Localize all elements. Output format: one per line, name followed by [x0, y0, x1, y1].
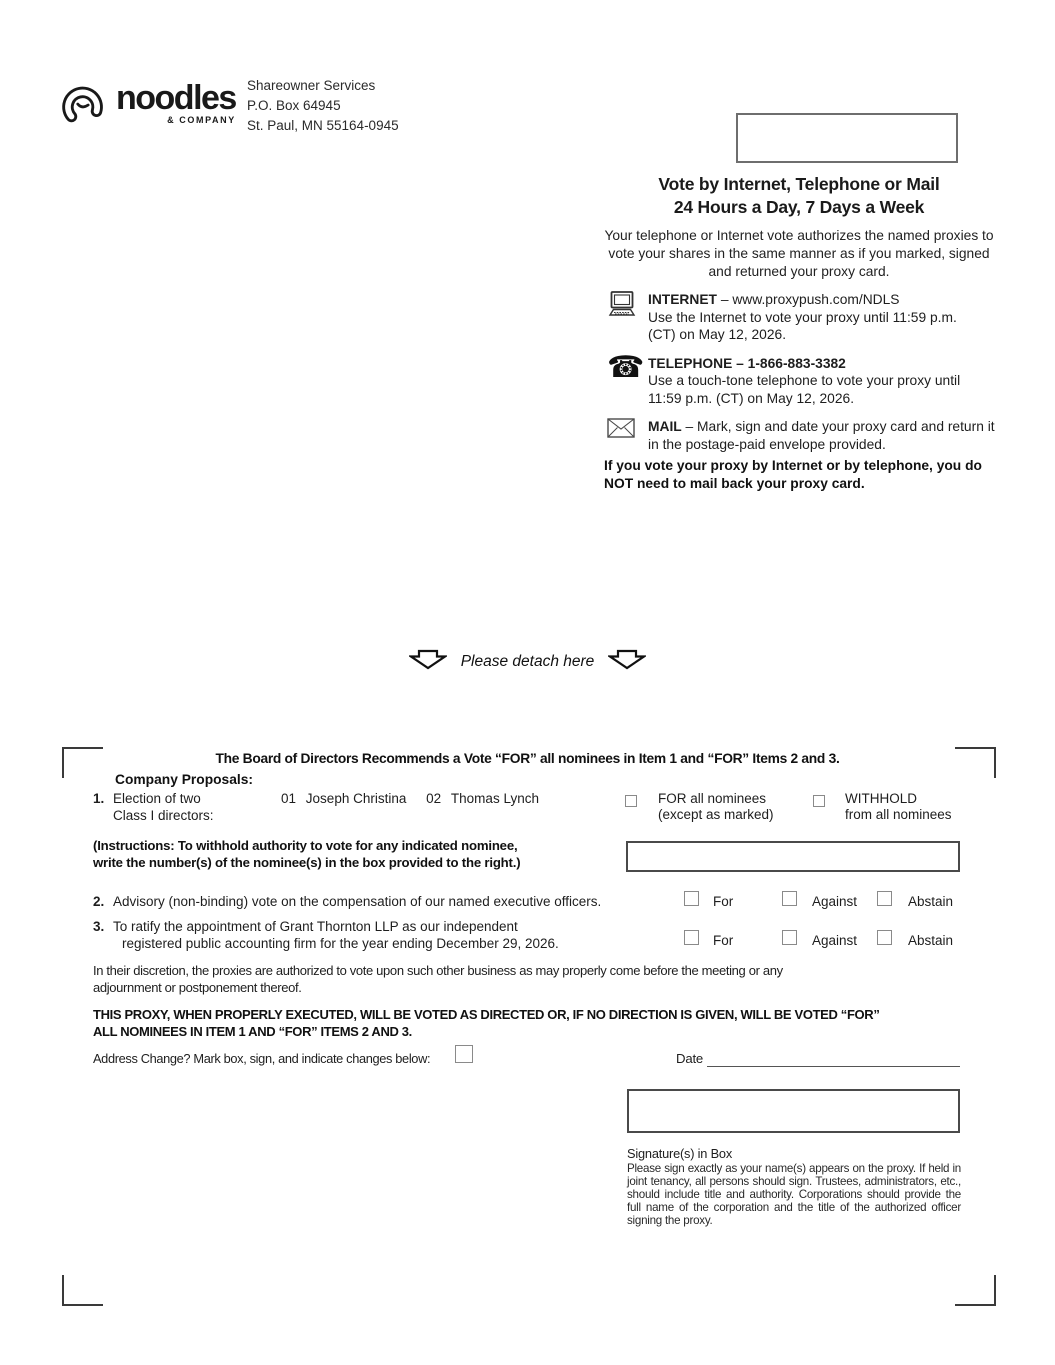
item1-nominees — [281, 791, 539, 808]
item2-abstain-label: Abstain — [908, 894, 954, 909]
vote-intro-text: Your telephone or Internet vote authorizes the named proxies to vote your shares in the same manner as if you marked, signed and returned your proxy card. — [604, 228, 994, 279]
noodle-icon — [60, 82, 108, 131]
discretion-paragraph: In their discretion, the proxies are authorized to vote upon such other business as may properly come before the meeting or any adjournment or postponement thereof. — [93, 963, 783, 995]
withhold-instructions: (Instructions: To withhold authority to vote for any indicated nominee, write the number(s) of the nominee(s) in the box provided to the right.) — [93, 838, 521, 870]
return-address-line1: Shareowner Services — [247, 78, 376, 93]
company-logo — [60, 79, 236, 131]
item3-abstain-label: Abstain — [908, 933, 954, 948]
item2-against-label: Against — [812, 894, 858, 909]
envelope-icon — [604, 418, 648, 438]
nominee-write-in-box[interactable] — [626, 841, 960, 872]
item3-against-checkbox[interactable] — [782, 930, 797, 945]
vote-methods — [604, 291, 1002, 464]
item3-text: To ratify the appointment of Grant Thornton LLP as our independent registered public accounting firm for the year ending December 29, 2026. — [113, 919, 559, 951]
telephone-label: TELEPHONE – 1-866-883-3382 — [648, 355, 846, 371]
item2-number: 2. — [93, 894, 105, 909]
nominee2-name: Thomas Lynch — [450, 791, 539, 806]
item3-for-checkbox[interactable] — [684, 930, 699, 945]
item3-for-label: For — [713, 933, 734, 948]
detach-row — [0, 648, 1055, 676]
board-recommendation: The Board of Directors Recommends a Vote “FOR” all nominees in Item 1 and “FOR” Items 2 and 3. — [215, 751, 840, 766]
item3-abstain-checkbox[interactable] — [877, 930, 892, 945]
method-telephone — [604, 349, 1002, 408]
item2-for-label: For — [713, 894, 734, 909]
mail-label: MAIL — [648, 419, 682, 434]
address-window-box — [736, 113, 958, 163]
nominee2-number: 02 — [426, 791, 442, 806]
return-address — [247, 76, 399, 136]
method-internet — [604, 291, 1002, 344]
return-address-line3: St. Paul, MN 55164-0945 — [247, 118, 399, 133]
item3-against-label: Against — [812, 933, 858, 948]
method-mail — [604, 418, 1002, 453]
mail-desc: – Mark, sign and date your proxy card and return it in the postage-paid envelope provided. — [648, 419, 995, 452]
computer-icon — [604, 291, 648, 318]
telephone-icon: ☎ — [607, 349, 645, 385]
signature-instructions: Please sign exactly as your name(s) appears on the proxy. If held in joint tenancy, all persons should sign. Trustees, administrators, etc., should include title and authority. Corporations should provide the full name of the corporation and the title of the authorized officer signing the proxy. — [627, 1162, 961, 1227]
return-address-line2: P.O. Box 64945 — [247, 98, 341, 113]
company-proposals-heading: Company Proposals: — [115, 772, 253, 787]
detach-arrow-icon — [608, 648, 646, 676]
internet-label: INTERNET — [648, 292, 717, 307]
checkbox-for-all-nominees[interactable] — [625, 795, 637, 807]
item2-text: Advisory (non-binding) vote on the compensation of our named executive officers. — [113, 894, 602, 909]
vote-title-line2: 24 Hours a Day, 7 Days a Week — [673, 197, 925, 217]
checkbox-withhold-all[interactable] — [813, 795, 825, 807]
detach-arrow-icon — [409, 648, 447, 676]
item1-number: 1. — [93, 791, 105, 806]
logo-brand-text: noodles — [116, 79, 236, 117]
signature-box-label: Signature(s) in Box — [627, 1146, 733, 1161]
telephone-desc: Use a touch-tone telephone to vote your proxy until 11:59 p.m. (CT) on May 12, 2026. — [648, 373, 961, 406]
withhold-label: WITHHOLD from all nominees — [845, 791, 952, 822]
item2-against-checkbox[interactable] — [782, 891, 797, 906]
vote-info-header — [600, 173, 998, 281]
corner-mark-bottom-left — [62, 1275, 103, 1306]
internet-url: – www.proxypush.com/NDLS — [717, 292, 900, 307]
nominee1-name: Joseph Christina — [305, 791, 407, 806]
item1-text: Election of two Class I directors: — [113, 791, 214, 823]
corner-mark-bottom-right — [955, 1275, 996, 1306]
item2-abstain-checkbox[interactable] — [877, 891, 892, 906]
logo-sub-text: & COMPANY — [167, 115, 236, 125]
execution-note: THIS PROXY, WHEN PROPERLY EXECUTED, WILL BE VOTED AS DIRECTED OR, IF NO DIRECTION IS GIVEN, WILL BE VOTED “FOR” ALL NOMINEES IN ITEM 1 AND “FOR” ITEMS 2 AND 3. — [93, 1007, 880, 1039]
detach-label: Please detach here — [460, 653, 595, 670]
internet-desc: Use the Internet to vote your proxy until 11:59 p.m. (CT) on May 12, 2026. — [648, 309, 957, 342]
nominee1-number: 01 — [281, 791, 297, 806]
for-all-nominees-label: FOR all nominees (except as marked) — [658, 791, 774, 822]
item2-for-checkbox[interactable] — [684, 891, 699, 906]
no-mail-note: If you vote your proxy by Internet or by telephone, you do NOT need to mail back your proxy card. — [604, 458, 982, 491]
signature-box[interactable] — [627, 1089, 960, 1133]
date-label: Date — [676, 1051, 704, 1066]
date-entry-line[interactable] — [707, 1066, 960, 1067]
address-change-checkbox[interactable] — [455, 1045, 473, 1063]
vote-title-line1: Vote by Internet, Telephone or Mail — [658, 174, 940, 194]
item3-number: 3. — [93, 919, 105, 934]
address-change-label: Address Change? Mark box, sign, and indicate changes below: — [93, 1051, 431, 1066]
